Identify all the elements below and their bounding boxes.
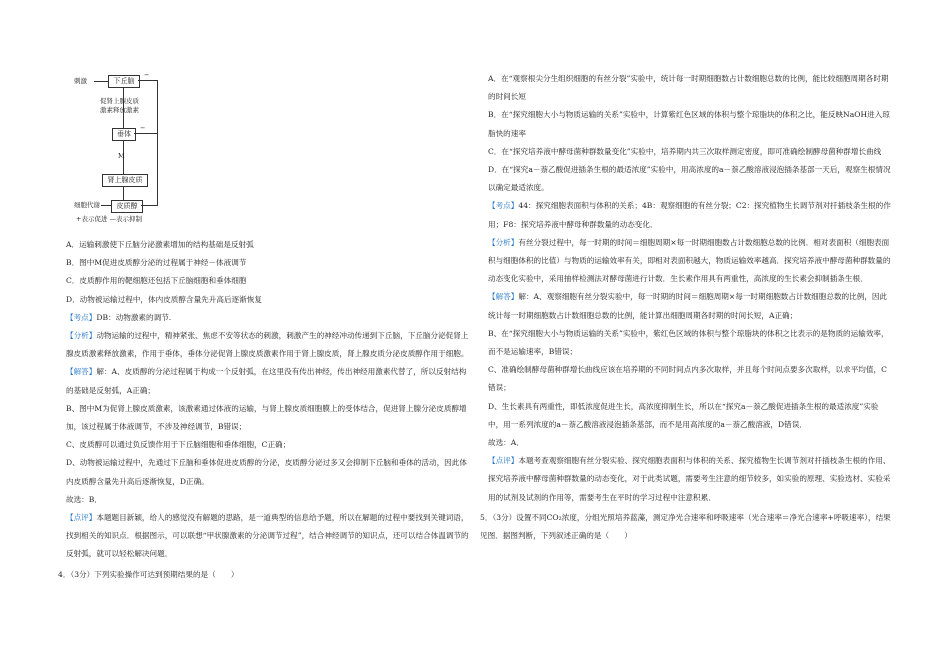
diagram-pituitary-box: 垂体 — [112, 128, 136, 141]
diagram-arrow — [94, 81, 108, 82]
option-c: C．在“探究培养液中酵母菌种群数量变化”实验中，培养期内共三次取样测定密度，即可准确绘制酵母菌种群增长曲线 — [488, 146, 882, 156]
knowledge-point — [66, 309, 470, 327]
knowledge-point-tag: 【考点】 — [488, 201, 519, 211]
analysis-tag: 【分析】 — [488, 237, 519, 247]
diagram-feedback-line — [134, 133, 157, 134]
knowledge-point — [488, 197, 892, 233]
diagram-legend: +表示促进 —表示抑制 — [76, 215, 143, 223]
option-d: D．动物被运输过程中，体内皮质醇含量先升高后逐渐恢复 — [66, 294, 262, 304]
hormone-regulation-diagram — [74, 66, 184, 226]
knowledge-point-text: DB：动物激素的调节. — [96, 312, 172, 322]
right-column — [480, 70, 892, 545]
analysis-tag: 【分析】 — [66, 331, 97, 341]
solution-d: D、动物被运输过程中，先通过下丘脑和垂体促进皮质醇的分泌，皮质醇分泌过多又会抑制下丘脑和垂体的活动，因此体内皮质醇含量先升高后逐渐恢复，D正确。 — [66, 458, 467, 486]
analysis — [488, 234, 892, 289]
solution-b: B、在“探究细胞大小与物质运输的关系”实验中，紫红色区域的体积与整个琼脂块的体积之比表示的是物质的运输效率，而不是运输速率，B错误； — [488, 328, 889, 357]
diagram-crh-label-1: 促肾上腺皮质 — [100, 97, 139, 105]
comment-text: 本题考查观察细胞有丝分裂实验、探究细胞表面积与体积的关系、探究植物生长调节剂对扦插枝条生根的作用、探究培养液中酵母菌种群数量的动态变化，对于此类试题，需要考生注意的细节较多，如实验的原理、实验选材、实验采用的试剂及试剂的作用等，需要考生在平时的学习过程中注意积累． — [488, 456, 891, 502]
solution — [488, 288, 892, 324]
diagram-feedback-line — [141, 205, 157, 206]
solution-c: C、皮质醇可以通过负反馈作用于下丘脑细胞和垂体细胞，C正确； — [66, 440, 291, 450]
diagram-feedback-line — [138, 80, 157, 81]
option-b: B．图中M促进皮质醇分泌的过程属于神经－体液调节 — [66, 258, 247, 268]
knowledge-point-text: 44：探究细胞表面积与体积的关系；4B：观察细胞的有丝分裂；C2：探究植物生长调节剂对扦插枝条生根的作用；F8：探究培养液中酵母种群数量的动态变化． — [488, 201, 891, 229]
diagram-cell-metab-label: 细胞代谢 — [74, 201, 100, 209]
option-d: D．在“探究a－萘乙酸促进插条生根的最适浓度”实验中，用高浓度的a－萘乙酸溶液浸泡插条基部一天后，观察生根情况以确定最适浓度。 — [488, 165, 891, 193]
solution-tag: 【解答】 — [488, 292, 519, 302]
knowledge-point-tag: 【考点】 — [66, 312, 97, 322]
diagram-crh-label-2: 激素释放激素 — [100, 106, 139, 114]
comment-text: 本题题目新颖，给人的感觉没有解题的思路，是一道典型的信息给予题，所以在解题的过程中要找到关键词语，找到相关的知识点．根据图示，可以联想“甲状腺激素的分泌调节过程”，结合神经调节的知识点，还可以结合体温调节的反射弧，就可以轻松解决问题． — [66, 513, 469, 559]
diagram-minus-sign: − — [144, 71, 150, 79]
answer: 故选：B． — [66, 494, 102, 504]
left-column — [58, 236, 470, 584]
comment — [66, 509, 470, 564]
comment-tag: 【点评】 — [488, 456, 519, 466]
diagram-arrow — [101, 205, 111, 206]
comment-tag: 【点评】 — [66, 513, 97, 523]
diagram-m-label: M — [118, 152, 125, 160]
diagram-feedback-line — [157, 80, 158, 206]
solution-text: 解：A、观察细胞有丝分裂实验中，每一时期的时间＝细胞周期×每一时期细胞数占计数细胞总数的比例，因此统计每一时期细胞数占计数细胞总数的比例，能计算出细胞周期各时期的时间长短，A正确； — [488, 292, 888, 320]
comment — [488, 452, 892, 507]
diagram-minus-sign: − — [140, 124, 146, 132]
analysis-text: 动物运输的过程中，精神紧张、焦虑不安等状态的刺激，刺激产生的神经冲动传递到下丘脑，下丘脑分泌促肾上腺皮质激素释放激素，作用于垂体，垂体分泌促肾上腺皮质激素作用于肾上腺皮质，肾上腺皮质分泌皮质醇作用于细胞。 — [66, 331, 469, 359]
question-4: 4．（3分）下列实验操作可达到预期结果的是（ ） — [58, 569, 239, 579]
analysis — [66, 327, 470, 363]
option-a: A．运输刺激使下丘脑分泌激素增加的结构基础是反射弧 — [66, 240, 254, 249]
diagram-stimulus-label: 刺激 — [74, 77, 87, 85]
solution — [66, 363, 470, 399]
option-a: A．在“观察根尖分生组织细胞的有丝分裂”实验中，统计每一时期细胞数占计数细胞总数的比例，能比较细胞周期各时期的时间长短 — [488, 74, 889, 102]
diagram-adrenal-box: 肾上腺皮质 — [102, 174, 148, 187]
solution-d: D、生长素具有两重性，即低浓度促进生长，高浓度抑制生长，所以在“探究a－萘乙酸促进插条生根的最适浓度”实验中，用一系列浓度的a－萘乙酸溶液浸泡插条基部，而不是用高浓度的a－萘乙酸溶液，D错误． — [488, 401, 879, 429]
question-5: 5．（3分）设置不同CO₂浓度，分组光照培养蓝藻，测定净光合速率和呼吸速率（光合速率＝净光合速率+呼吸速率），结果见图．据图判断，下列叙述正确的是（ ） — [480, 512, 891, 541]
option-c: C．皮质醇作用的靶细胞还包括下丘脑细胞和垂体细胞 — [66, 276, 247, 286]
diagram-hypothalamus-box: 下丘脑 — [108, 75, 140, 88]
analysis-text: 有丝分裂过程中，每一时期的时间＝细胞周期×每一时期细胞数占计数细胞总数的比例．相对表面积（细胞表面积与细胞体积的比值）与物质的运输效率有关，即相对表面积越大，物质运输效率越高．探究培养液中酵母菌种群数量的动态变化实验中，采用抽样检测法对酵母菌进行计数．生长素作用具有两重性，高浓度的生长素会抑制插条生根． — [488, 237, 891, 284]
solution-text: 解：A、皮质醇的分泌过程属于构成一个反射弧，在这里没有传出神经，传出神经用激素代替了，所以反射结构的基础是反射弧，A正确； — [66, 367, 467, 395]
answer: 故选：A． — [488, 438, 524, 448]
diagram-cortisol-box: 皮质醇 — [111, 200, 143, 213]
solution-b: B、图中M为促肾上腺皮质激素，该激素通过体液的运输，与肾上腺皮质细胞膜上的受体结合，促进肾上腺分泌皮质醇增加，该过程属于体液调节，不涉及神经调节，B错误； — [66, 403, 467, 432]
solution-tag: 【解答】 — [66, 367, 97, 377]
option-b: B．在“探究细胞大小与物质运输的关系”实验中，计算紫红色区域的体积与整个琼脂块的体积之比，能反映NaOH进入琼脂快的速率 — [488, 110, 890, 138]
solution-c: C、准确绘制酵母菌种群增长曲线应该在培养期的不同时间点内多次取样，并且每个时间点要多次取样，以求平均值，C错误； — [488, 365, 887, 393]
